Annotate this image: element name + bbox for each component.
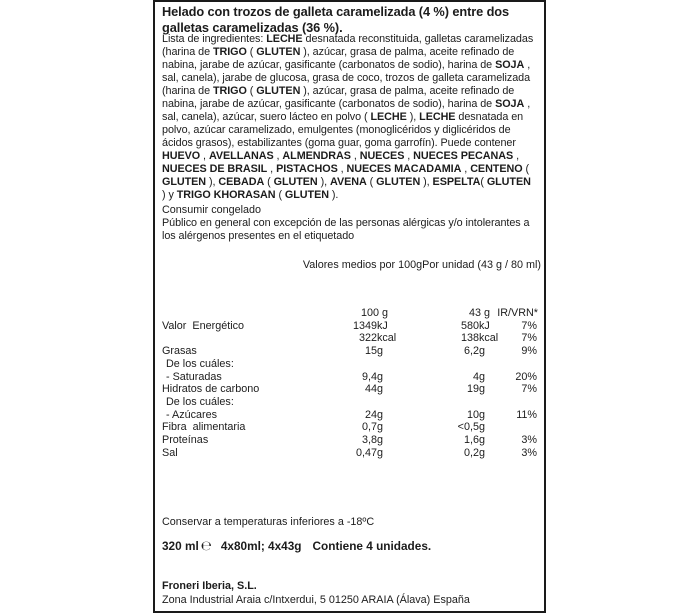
nutrition-row (155, 421, 544, 434)
value-per-unit: 580 (460, 319, 479, 332)
allergen-emphasis: GLUTEN (284, 189, 329, 201)
ingredient-text: , sal, canela), azúcar, suero lácteo en polvo ( (162, 98, 531, 123)
ingredient-text: ( (264, 176, 274, 188)
ir-vrn-percent: 7% (521, 332, 537, 345)
nutrition-row (155, 345, 544, 358)
value-per-unit: 138 (460, 332, 479, 345)
manufacturer-name: Froneri Iberia, S.L. (162, 580, 257, 592)
ingredient-text: , (461, 163, 471, 175)
nutrition-row (155, 396, 544, 409)
unit-per-unit: g (479, 408, 486, 421)
unit-per-unit: g (479, 370, 486, 383)
unit-per-100g (377, 396, 405, 409)
allergen-emphasis: GLUTEN (486, 176, 531, 188)
ingredient-text: Lista de ingredientes: (162, 33, 267, 45)
net-quantity (162, 539, 431, 554)
allergen-emphasis: AVENA (330, 176, 367, 188)
nutrition-row (155, 447, 544, 460)
row-label: De los cuáles: (166, 395, 234, 408)
allergen-emphasis: TRIGO (212, 46, 247, 58)
consume-note: Consumir congelado (162, 204, 262, 216)
ingredient-text: desnatada reconstituida, galletas caramelizadas (harina de (162, 33, 534, 58)
value-per-100g: 3,8 (361, 434, 377, 447)
row-label: Proteínas (162, 434, 209, 447)
unit-per-unit: g (479, 383, 486, 396)
ingredient-text: ), (420, 176, 433, 188)
ingredient-text: , sal, canela), jarabe de glucosa, grasa de coco, trozos de galleta caramelizada (harina de (162, 59, 531, 97)
unit-per-unit: g (479, 345, 486, 358)
value-per-100g: 0,47 (355, 446, 377, 459)
value-per-100g: 24 (364, 408, 377, 421)
allergen-emphasis: SOJA (495, 98, 525, 110)
allergen-emphasis: LECHE (419, 111, 456, 123)
value-per-100g (310, 358, 377, 371)
nutrition-table (155, 307, 544, 459)
ingredient-text: desnatada en polvo, azúcar caramelizado, emulgentes (monoglicéridos y diglicéridos de ácidos grasos), estabilizantes (goma guar, goma garrofín). Puede contener (162, 111, 524, 149)
allergen-emphasis: GLUTEN (256, 46, 301, 58)
value-per-unit: 10 (466, 408, 479, 421)
unit-per-unit: g (479, 446, 486, 459)
header-ir-vrn: IR/VRN* (497, 307, 538, 319)
allergen-emphasis: LECHE (266, 33, 303, 45)
unit-per-unit: kcal (479, 332, 499, 345)
value-per-unit: 4 (472, 370, 479, 383)
ingredient-text: ( (246, 85, 257, 97)
ingredient-text: , (273, 150, 283, 162)
product-label-card (153, 0, 546, 613)
nutrition-row (155, 409, 544, 422)
allergen-emphasis: HUEVO (162, 150, 201, 162)
allergen-emphasis: SOJA (495, 59, 525, 71)
unit-per-unit (479, 396, 505, 409)
allergen-emphasis: GLUTEN (273, 176, 318, 188)
allergen-emphasis: PISTACHOS (276, 163, 338, 175)
value-per-unit: 0,2 (463, 446, 479, 459)
unit-per-unit (479, 358, 505, 371)
nutrition-table-rows (155, 320, 544, 460)
unit-per-100g: kJ (377, 319, 388, 332)
unit-per-100g: g (377, 370, 384, 383)
ingredient-text: , (513, 150, 520, 162)
allergen-emphasis: ESPELTA (432, 176, 481, 188)
ir-vrn-percent: 3% (521, 446, 537, 459)
allergen-emphasis: TRIGO (212, 85, 247, 97)
ingredient-text: ), (206, 176, 219, 188)
ir-vrn-percent: 9% (521, 345, 537, 358)
ir-vrn-percent: 7% (521, 319, 537, 332)
ir-vrn-percent: 7% (521, 383, 537, 396)
values-header-per-100g: Valores medios por 100g (302, 259, 423, 271)
ingredient-text: ), azúcar, grasa de palma, aceite refinado de nabina, jarabe de azúcar, gasificante (carbonatos de sodio), harina de (162, 85, 515, 110)
ingredients-paragraph (162, 33, 537, 202)
values-header-per-unit: Por unidad (43 g / 80 ml) (422, 259, 541, 271)
ingredient-text: ( (480, 176, 487, 188)
nutrition-row (155, 320, 544, 333)
ir-vrn-percent: 3% (521, 434, 537, 447)
unit-per-unit: g (479, 434, 486, 447)
nutrition-row (155, 332, 544, 345)
value-per-unit: 19 (466, 383, 479, 396)
ingredient-text: ) y (162, 189, 177, 201)
row-label: Grasas (162, 345, 197, 358)
allergen-emphasis: AVELLANAS (208, 150, 274, 162)
allergen-emphasis: CEBADA (218, 176, 265, 188)
conservation-note: Conservar a temperaturas inferiores a -18ºC (162, 516, 375, 528)
row-label: - Saturadas (166, 370, 222, 383)
nutrition-row (155, 358, 544, 371)
allergen-emphasis: CENTENO (470, 163, 523, 175)
row-label: Fibra alimentaria (162, 421, 246, 434)
unit-per-100g: g (377, 345, 384, 358)
unit-per-100g: g (377, 408, 384, 421)
nutrition-row (155, 371, 544, 384)
unit-per-unit: kJ (479, 319, 490, 332)
ingredient-text: , (200, 150, 209, 162)
ir-vrn-percent (505, 396, 537, 409)
row-label: Sal (162, 446, 178, 459)
ingredient-text: ). (328, 189, 339, 201)
value-per-unit: 6,2 (463, 345, 479, 358)
unit-per-100g: kcal (377, 332, 397, 345)
value-per-unit: <0,5 (457, 421, 479, 434)
allergen-emphasis: ALMENDRAS (282, 150, 351, 162)
ingredient-text: ( (275, 189, 285, 201)
ingredient-text: ), (406, 111, 420, 123)
nutrition-row (155, 383, 544, 396)
ingredient-text: , (350, 150, 360, 162)
row-label: Valor Energético (162, 319, 245, 332)
value-per-unit (405, 358, 479, 371)
value-per-100g: 0,7 (361, 421, 377, 434)
ingredient-text: ( (522, 163, 530, 175)
row-label: - Azúcares (166, 408, 218, 421)
unit-per-100g: g (377, 383, 384, 396)
allergen-emphasis: NUECES (359, 150, 405, 162)
nutrition-row (155, 434, 544, 447)
units-count: Contiene 4 unidades. (312, 539, 432, 553)
allergen-emphasis: LECHE (370, 111, 407, 123)
ingredient-text: ( (366, 176, 377, 188)
ingredient-text: , (267, 163, 277, 175)
ir-vrn-percent (505, 358, 537, 371)
unit-per-100g: g (377, 421, 384, 434)
ir-vrn-percent: 20% (515, 370, 537, 383)
row-label: Hidratos de carbono (162, 383, 260, 396)
manufacturer-address: Zona Industrial Araia c/Intxerdui, 5 01250 ARAIA (Álava) España (162, 594, 470, 606)
value-per-unit (405, 396, 479, 409)
value-per-100g: 9,4 (361, 370, 377, 383)
ingredient-text: , (404, 150, 414, 162)
allergen-emphasis: GLUTEN (162, 176, 207, 188)
allergen-emphasis: GLUTEN (376, 176, 421, 188)
value-per-100g: 15 (364, 345, 377, 358)
audience-note: Público en general con excepción de las personas alérgicas y/o intolerantes a los alérgenos presentes en el etiquetado (162, 217, 530, 242)
allergen-emphasis: NUECES DE BRASIL (162, 163, 268, 175)
ir-vrn-percent: 11% (516, 408, 537, 421)
header-per-100g: 100 g (360, 307, 388, 319)
unit-per-100g (377, 358, 405, 371)
row-label: De los cuáles: (166, 357, 234, 370)
allergen-emphasis: TRIGO KHORASAN (176, 189, 276, 201)
allergen-emphasis: NUECES PECANAS (413, 150, 514, 162)
ingredient-text: ), (317, 176, 331, 188)
value-per-100g: 322 (358, 332, 377, 345)
ingredient-text: ( (246, 46, 257, 58)
allergen-emphasis: NUECES MACADAMIA (346, 163, 462, 175)
unit-per-100g: g (377, 434, 384, 447)
value-per-100g: 1349 (352, 319, 377, 332)
unit-per-100g: g (377, 446, 384, 459)
value-per-unit: 1,6 (463, 434, 479, 447)
values-header (162, 259, 541, 271)
nutrition-table-header (155, 307, 544, 320)
value-per-100g (310, 396, 377, 409)
ir-vrn-percent (505, 421, 537, 434)
estimated-sign: ℮ (200, 539, 212, 554)
row-label (155, 332, 310, 345)
pack-format: 4x80ml; 4x43g (220, 539, 302, 553)
product-title: Helado con trozos de galleta caramelizada (4 %) entre dos galletas caramelizadas (36 %). (162, 4, 510, 35)
net-volume: 320 ml (162, 539, 199, 553)
value-per-100g: 44 (364, 383, 377, 396)
header-per-unit: 43 g (468, 307, 490, 319)
ingredient-text: ), azúcar, grasa de palma, aceite refinado de nabina, jarabe de azúcar, gasificante (carbonatos de sodio), harina de (162, 46, 515, 71)
ingredient-text: , (337, 163, 347, 175)
unit-per-unit: g (479, 421, 486, 434)
allergen-emphasis: GLUTEN (256, 85, 301, 97)
